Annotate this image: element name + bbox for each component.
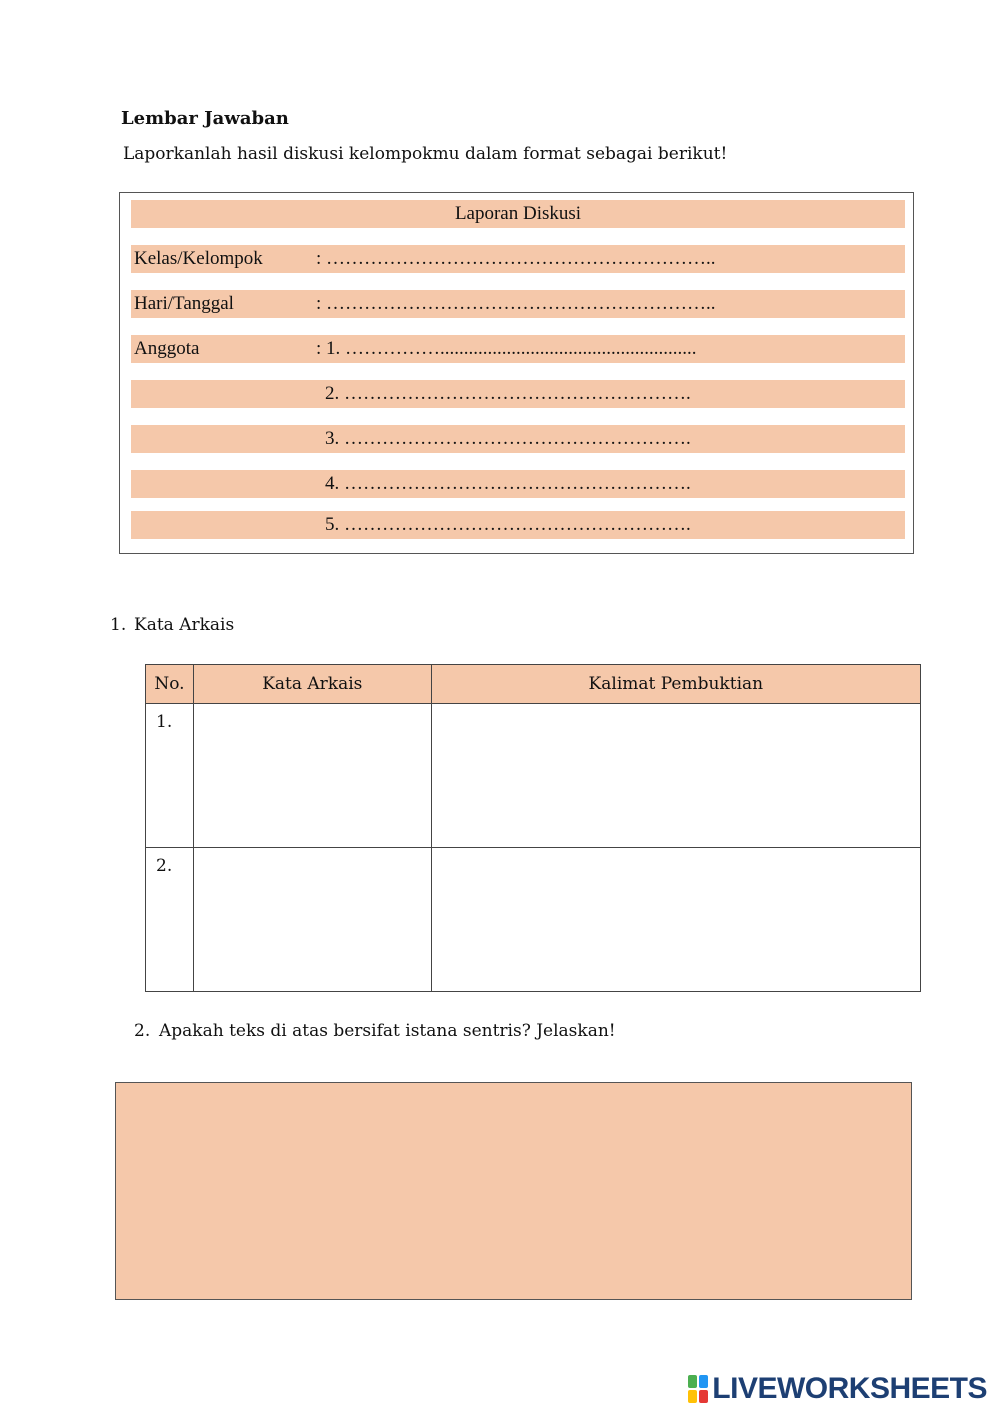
sentence-cell[interactable]	[431, 848, 920, 992]
report-box	[119, 192, 914, 554]
word-cell[interactable]	[193, 848, 431, 992]
column-header: Kata Arkais	[193, 665, 431, 704]
question-title: Kata Arkais	[134, 615, 235, 635]
column-header: No.	[146, 665, 194, 704]
member-line	[131, 425, 905, 453]
logo-square	[699, 1390, 708, 1403]
liveworksheets-logo-icon	[688, 1375, 708, 1403]
row-label: Hari/Tanggal	[134, 293, 234, 314]
answer-box[interactable]	[115, 1082, 912, 1300]
row-value[interactable]: : ……………………………………………………..	[316, 293, 716, 314]
report-row-members	[131, 335, 905, 363]
logo-square	[688, 1375, 697, 1388]
word-cell[interactable]	[193, 704, 431, 848]
report-row-date	[131, 290, 905, 318]
sentence-cell[interactable]	[431, 704, 920, 848]
report-row-class	[131, 245, 905, 273]
member-value[interactable]: 2. ……………………………………………….	[325, 383, 691, 404]
column-header: Kalimat Pembuktian	[431, 665, 920, 704]
table-row	[146, 704, 921, 848]
instruction-text: Laporkanlah hasil diskusi kelompokmu dalam format sebagai berikut!	[123, 144, 728, 164]
row-value[interactable]: : 1. ……………......................................................	[316, 338, 697, 359]
member-line	[131, 470, 905, 498]
question-1	[110, 615, 234, 635]
table-row	[146, 848, 921, 992]
report-title: Laporan Diskusi	[454, 203, 582, 224]
question-2	[134, 1021, 616, 1041]
member-value[interactable]: 3. ……………………………………………….	[325, 428, 691, 449]
member-value[interactable]: 5. ……………………………………………….	[325, 514, 691, 535]
row-label: Kelas/Kelompok	[134, 248, 263, 269]
member-value[interactable]: 4. ……………………………………………….	[325, 473, 691, 494]
member-line	[131, 511, 905, 539]
row-value[interactable]: : ……………………………………………………..	[316, 248, 716, 269]
question-number: 1.	[110, 615, 127, 635]
logo-square	[688, 1390, 697, 1403]
page-title: Lembar Jawaban	[121, 108, 289, 129]
row-number: 2.	[146, 848, 194, 992]
brand-name: LIVEWORKSHEETS	[712, 1372, 987, 1405]
row-label: Anggota	[134, 338, 200, 359]
row-number: 1.	[146, 704, 194, 848]
liveworksheets-brand	[688, 1372, 987, 1406]
question-number: 2.	[134, 1021, 151, 1041]
logo-square	[699, 1375, 708, 1388]
member-line	[131, 380, 905, 408]
archaic-words-table	[145, 664, 921, 992]
report-title-band	[131, 200, 905, 228]
question-text: Apakah teks di atas bersifat istana sentris? Jelaskan!	[159, 1021, 616, 1041]
